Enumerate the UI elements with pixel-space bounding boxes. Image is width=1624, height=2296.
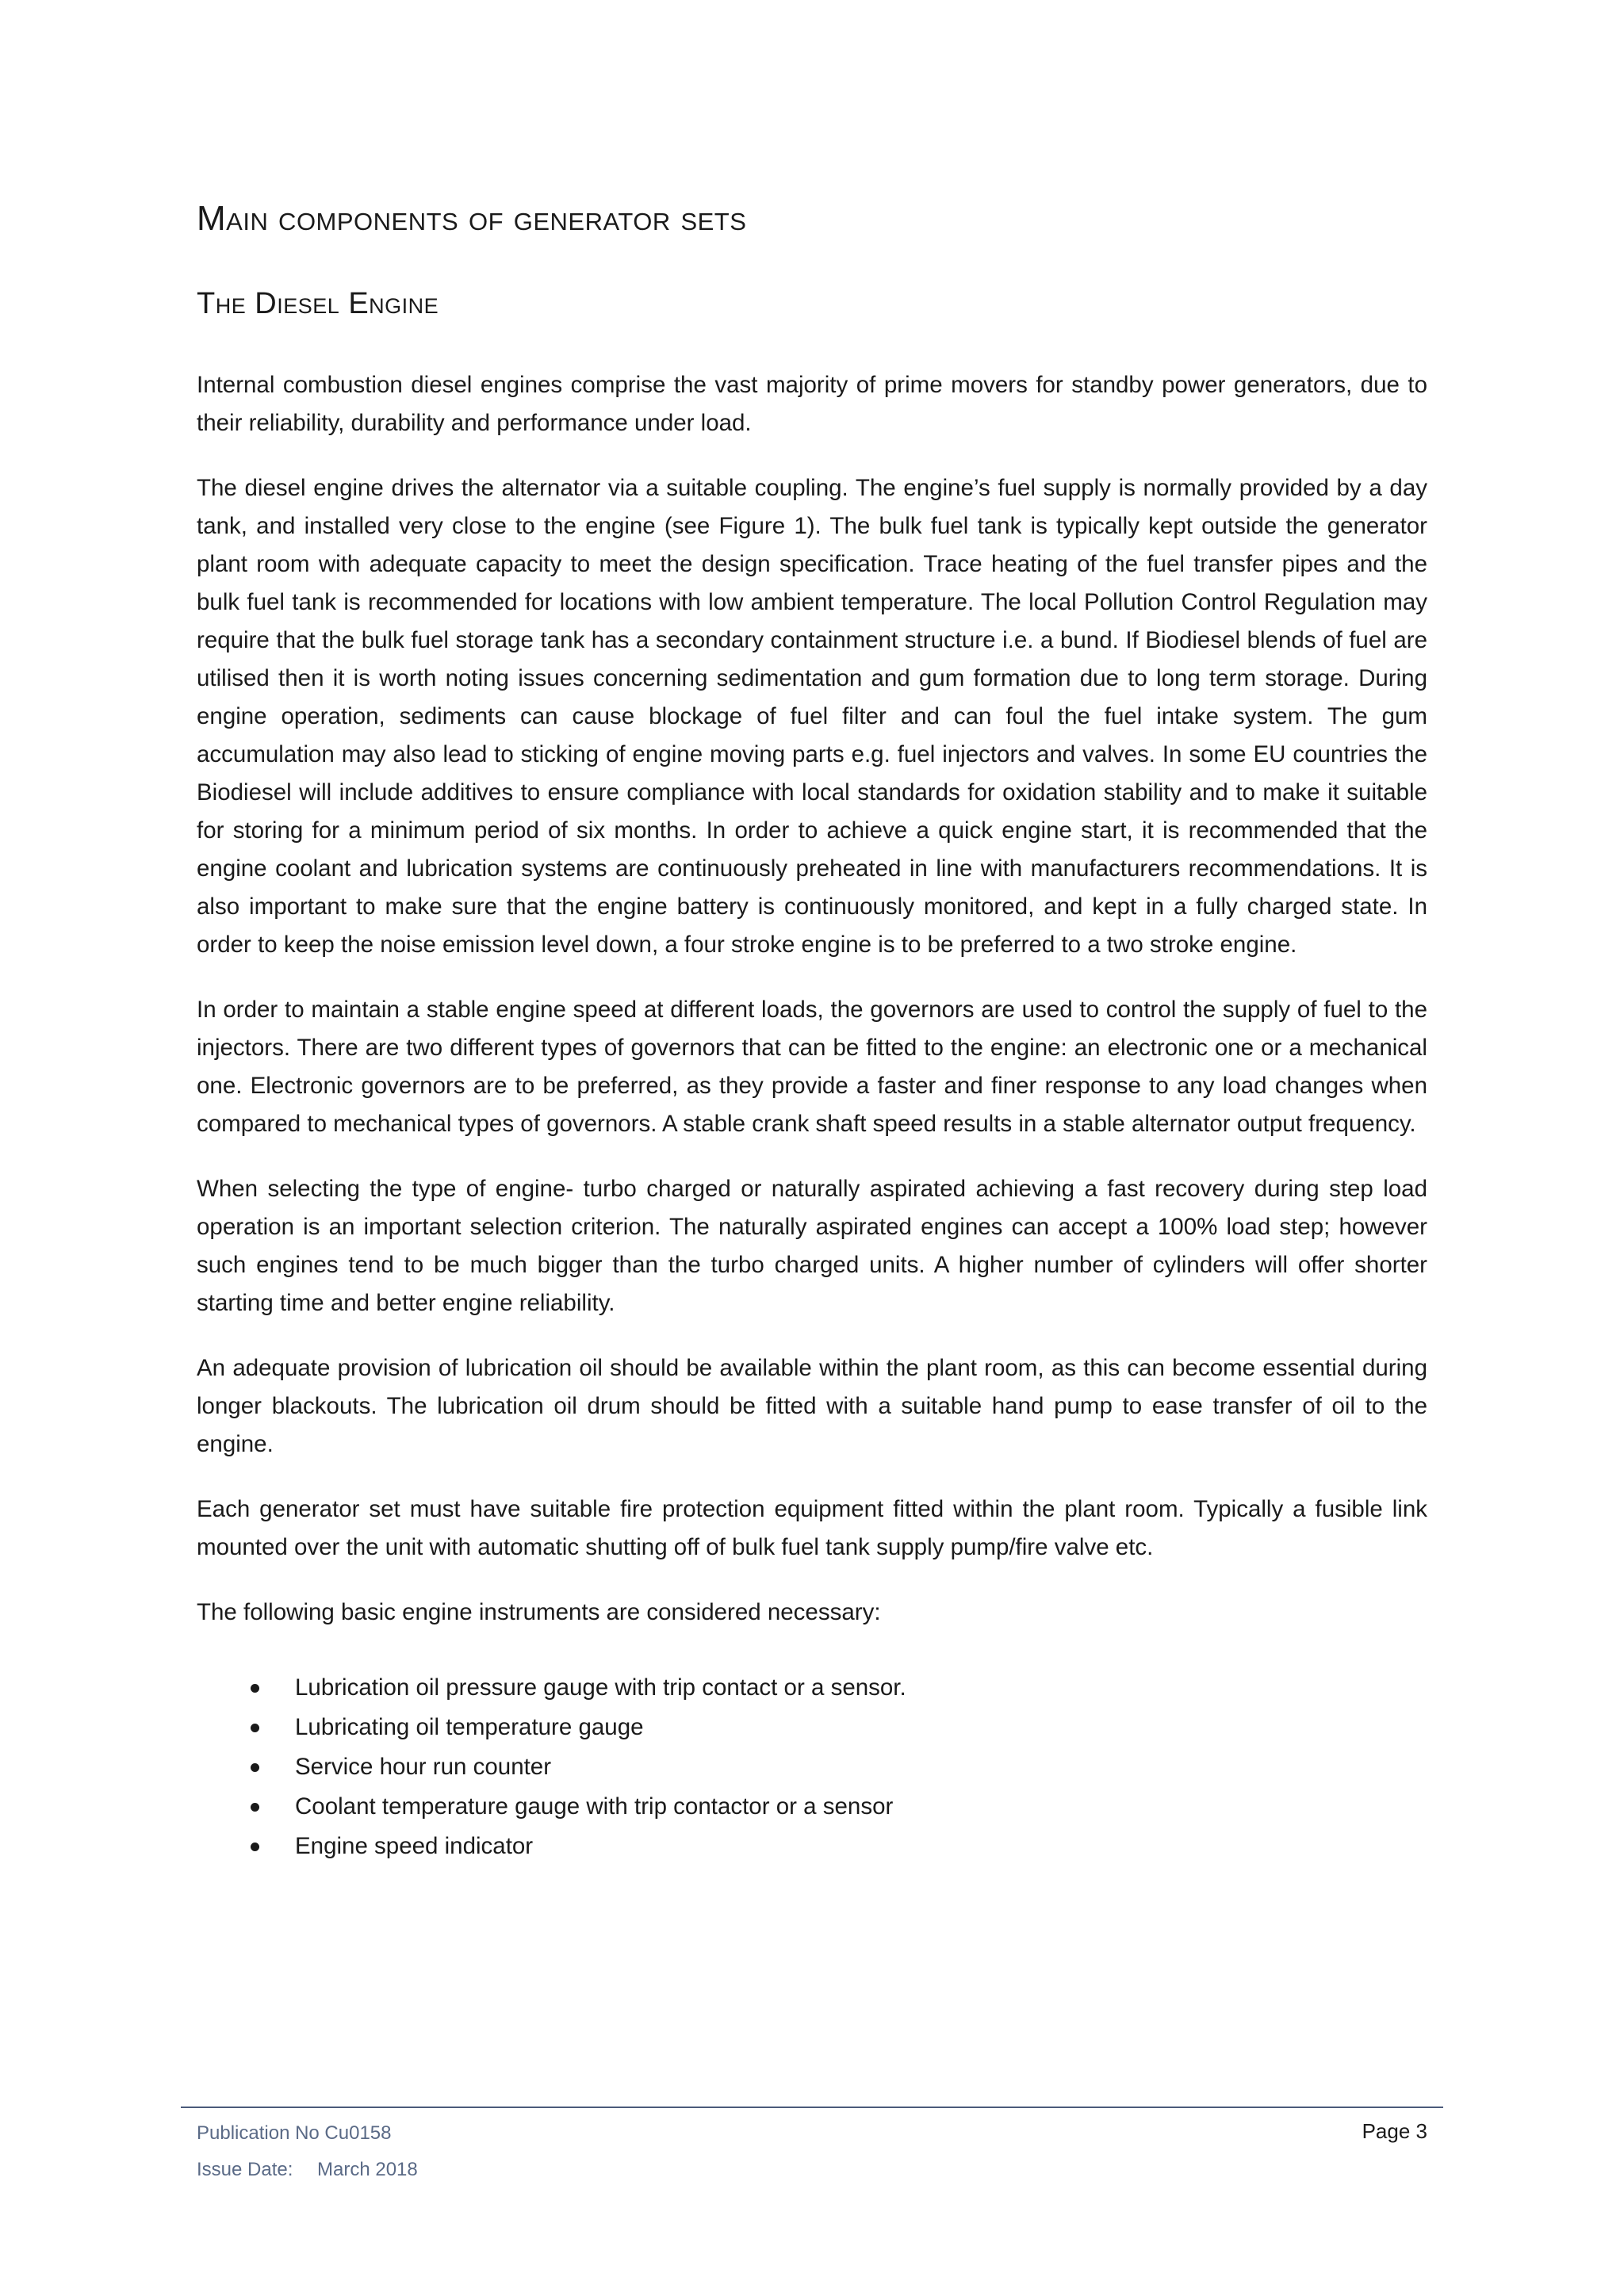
paragraph: Internal combustion diesel engines comprise the vast majority of prime movers for standby power generators, due to their reliability, durability and performance under load. [197, 372, 1427, 437]
issue-date-row [197, 2152, 418, 2188]
page-number: Page 3 [1362, 2119, 1427, 2143]
list-item-text: Lubricating oil temperature gauge [295, 1714, 644, 1741]
bullet-icon [251, 1684, 259, 1693]
issue-date-value: March 2018 [317, 2159, 418, 2180]
bullet-icon [251, 1843, 259, 1851]
list-item [197, 1668, 1427, 1708]
instrument-list [197, 1668, 1427, 1866]
bullet-icon [251, 1763, 259, 1772]
paragraph: The diesel engine drives the alternator via a suitable coupling. The engine’s fuel supply is normally provided by a day tank, and installed very close to the engine (see Figure 1). The bulk fuel tank is typically kept outside the generator plant room with adequate capacity to meet the design specification. Trace heating of the fuel transfer pipes and the bulk fuel tank is recommended for locations with low ambient temperature. The local Pollution Control Regulation may require that the bulk fuel storage tank has a secondary containment structure i.e. a bund. If Biodiesel blends of fuel are utilised then it is worth noting issues concerning sedimentation and gum formation due to long term storage. During engine operation, sediments can cause blockage of fuel filter and can foul the fuel intake system. The gum accumulation may also lead to sticking of engine moving parts e.g. fuel injectors and valves. In some EU countries the Biodiesel will include additives to ensure compliance with local standards for oxidation stability and to make it suitable for storing for a minimum period of six months. In order to achieve a quick engine start, it is recommended that the engine coolant and lubrication systems are continuously preheated in line with manufacturers recommendations. It is also important to make sure that the engine battery is continuously monitored, and kept in a fully charged state. In order to keep the noise emission level down, a four stroke engine is to be preferred to a two stroke engine. [197, 475, 1427, 959]
subsection-heading: The Diesel Engine [197, 286, 439, 320]
paragraph: Each generator set must have suitable fire protection equipment fitted within the plant room. Typically a fusible link mounted over the unit with automatic shutting off of bulk fuel tank supply pump/fire valve etc. [197, 1496, 1427, 1561]
list-item [197, 1787, 1427, 1827]
issue-date-label: Issue Date: [197, 2159, 293, 2180]
publication-number: Publication No Cu0158 [197, 2122, 392, 2144]
list-item-text: Engine speed indicator [295, 1833, 534, 1860]
bullet-icon [251, 1724, 259, 1732]
list-item [197, 1827, 1427, 1866]
page-content [197, 198, 1427, 1866]
list-item-text: Coolant temperature gauge with trip contactor or a sensor [295, 1793, 894, 1820]
bullet-icon [251, 1803, 259, 1812]
list-item [197, 1708, 1427, 1747]
paragraph: When selecting the type of engine- turbo charged or naturally aspirated achieving a fast recovery during step load operation is an important selection criterion. The naturally aspirated engines can accept a 100% load step; however such engines tend to be much bigger than the turbo charged units. A higher number of cylinders will offer shorter starting time and better engine reliability. [197, 1176, 1427, 1317]
paragraph: In order to maintain a stable engine speed at different loads, the governors are used to control the supply of fuel to the injectors. There are two different types of governors that can be fitted to the engine: an electronic one or a mechanical one. Electronic governors are to be preferred, as they provide a faster and finer response to any load changes when compared to mechanical types of governors. A stable crank shaft speed results in a stable alternator output frequency. [197, 997, 1427, 1138]
list-item-text: Lubrication oil pressure gauge with trip contact or a sensor. [295, 1674, 906, 1701]
paragraph: The following basic engine instruments are considered necessary: [197, 1599, 881, 1626]
list-item [197, 1747, 1427, 1787]
section-heading: Main components of generator sets [197, 199, 747, 238]
footer-info [197, 2115, 418, 2188]
footer-divider [181, 2107, 1443, 2108]
list-item-text: Service hour run counter [295, 1754, 552, 1781]
paragraph: An adequate provision of lubrication oil should be available within the plant room, as this can become essential during longer blackouts. The lubrication oil drum should be fitted with a suitable hand pump to ease transfer of oil to the engine. [197, 1355, 1427, 1458]
